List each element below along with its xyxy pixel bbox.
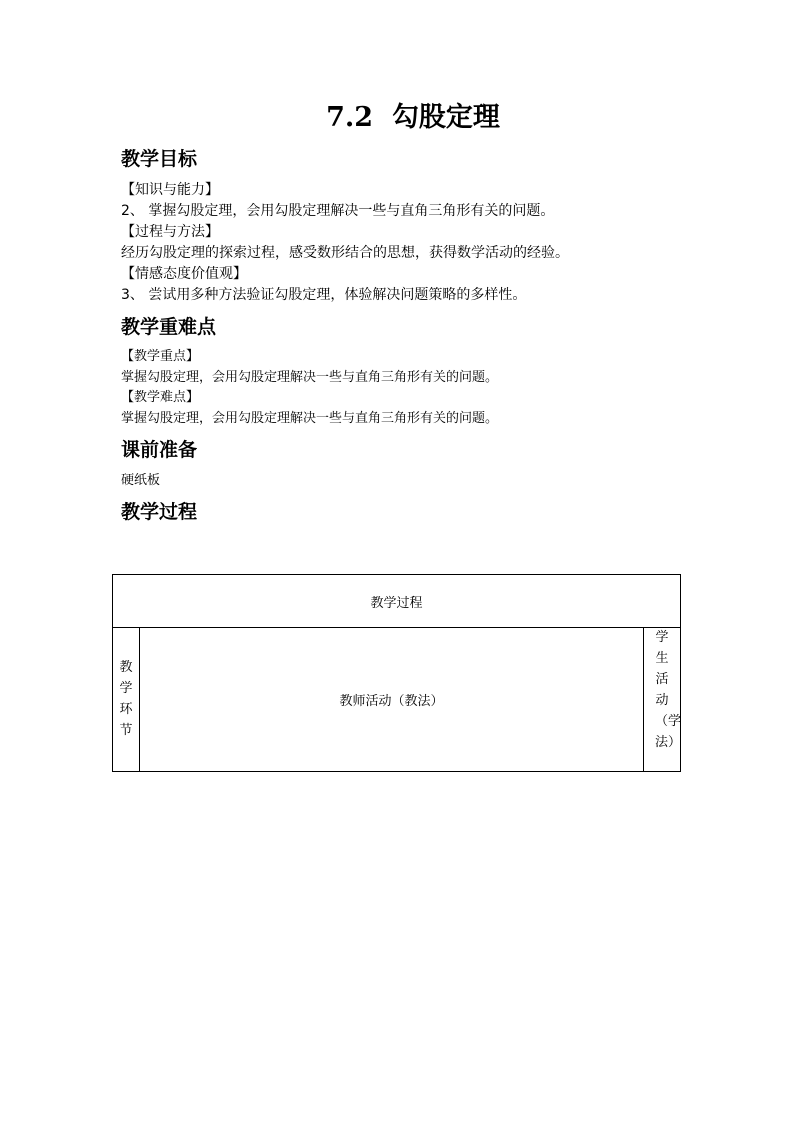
goals-line: 【情感态度价值观】 [121, 266, 247, 282]
document-title: 7.2 勾股定理 [326, 102, 500, 133]
student-activity-label: 学生活动（学法） [655, 630, 682, 750]
goals-line: 【知识与能力】 [121, 182, 219, 198]
process-table [112, 574, 681, 772]
goals-line: 经历勾股定理的探索过程，感受数形结合的思想，获得数学活动的经验。 [121, 245, 569, 261]
keypoints-line: 掌握勾股定理，会用勾股定理解决一些与直角三角形有关的问题。 [121, 411, 499, 426]
teacher-activity-cell [139, 627, 644, 771]
keypoints-line: 掌握勾股定理，会用勾股定理解决一些与直角三角形有关的问题。 [121, 370, 499, 385]
goals-line: 【过程与方法】 [121, 224, 219, 240]
section-heading-process: 教学过程 [121, 501, 198, 523]
keypoints-line: 【教学难点】 [121, 390, 200, 405]
stage-column-cell [113, 627, 140, 771]
student-activity-cell [643, 627, 680, 771]
section-heading-goals: 教学目标 [121, 148, 198, 170]
table-header-label: 教学过程 [370, 595, 423, 611]
goals-line: 2、 掌握勾股定理，会用勾股定理解决一些与直角三角形有关的问题。 [121, 203, 555, 219]
section-heading-keypoints: 教学重难点 [121, 316, 217, 338]
teacher-activity-label: 教师活动（教法） [339, 693, 444, 709]
section-heading-prep: 课前准备 [121, 439, 198, 461]
goals-line: 3、 尝试用多种方法验证勾股定理，体验解决问题策略的多样性。 [121, 287, 527, 303]
keypoints-line: 【教学重点】 [121, 349, 200, 364]
table-header-cell [113, 575, 680, 628]
stage-column-label: 教学环节 [119, 660, 133, 738]
prep-line: 硬纸板 [121, 473, 161, 488]
